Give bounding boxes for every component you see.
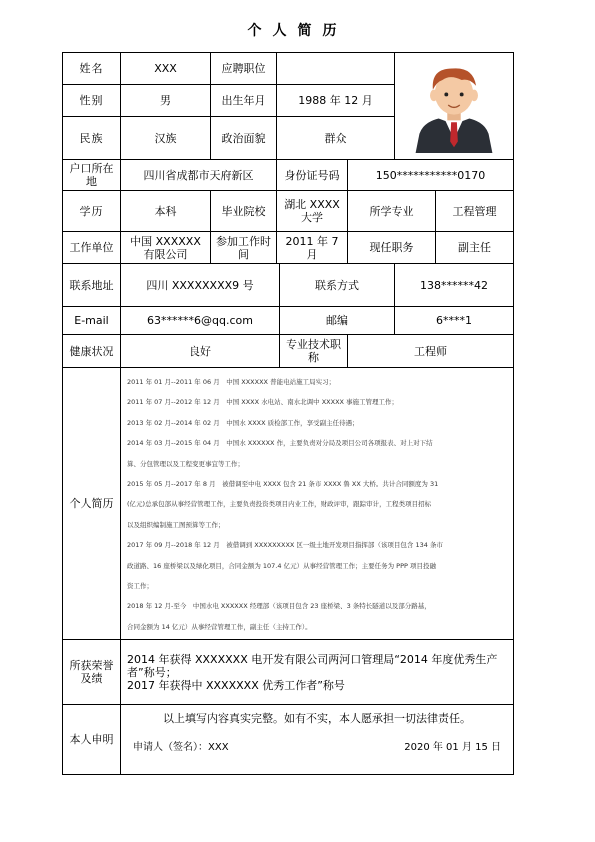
applicant-signature: 申请人（签名）：XXX <box>133 742 229 754</box>
experience-line: 资工作； <box>127 582 153 591</box>
email-label: E-mail <box>63 307 121 335</box>
work-start-label: 参加工作时间 <box>211 232 277 264</box>
photo-cell <box>395 53 514 160</box>
awards-label: 所获荣誉及绩 <box>63 640 121 705</box>
id-label: 身份证号码 <box>277 160 348 191</box>
awards-list <box>121 640 514 705</box>
health-value: 良好 <box>121 335 280 368</box>
ethnicity-value: 汉族 <box>121 117 211 160</box>
education-label: 学历 <box>63 191 121 232</box>
tech-title-label: 专业技术职称 <box>280 335 348 368</box>
gender-value: 男 <box>121 85 211 117</box>
position-value <box>277 53 395 85</box>
postcode-value: 6****1 <box>395 307 514 335</box>
award-item: 2017 年获得中 XXXXXXX 优秀工作者”称号 <box>127 678 345 692</box>
birth-label: 出生年月 <box>211 85 277 117</box>
name-label: 姓名 <box>63 53 121 85</box>
ethnicity-label: 民族 <box>63 117 121 160</box>
experience-line: 2017 年 09 月--2018 年 12 月 被借调到 XXXXXXXXX 区一级土地开发项目指挥部（该项目包含 134 条市 <box>127 541 443 550</box>
experience-line: 2011 年 01 月--2011 年 06 月 中国 XXXXXX 普能电站施工局实习； <box>127 378 336 386</box>
birth-value: 1988 年 12 月 <box>277 85 395 117</box>
experience-line: 以及组织编制施工图预算等工作； <box>127 520 225 529</box>
major-value: 工程管理 <box>436 191 514 232</box>
experience-line: (亿元)总承包部从事经营管理工作，主要负责投资类项目内业工作，财政评审，跟踪审计，工程类项目招标 <box>127 500 432 509</box>
work-start-value: 2011 年 7 月 <box>277 232 348 264</box>
experience-line: 2013 年 02 月--2014 年 02 月 中国水 XXXX 质检部工作，享受副主任待遇； <box>127 418 359 427</box>
declaration-text: 以上填写内容真实完整。如有不实，本人愿承担一切法律责任。 <box>163 712 472 726</box>
email-value: 63******6@qq.com <box>121 307 280 335</box>
experience-line: 政道路、16 座桥梁以及绿化项目，合同金额为 107.4 亿元）从事经营管理工作；主要任务为 PPP 项目投融 <box>127 561 436 570</box>
school-label: 毕业院校 <box>211 191 277 232</box>
employer-value: 中国 XXXXXX 有限公司 <box>121 232 211 264</box>
declaration-cell <box>121 705 514 775</box>
award-item: 2014 年获得 XXXXXXX 电开发有限公司两河口管理局“2014 年度优秀生产者”称号； <box>127 652 498 679</box>
name-value: XXX <box>121 53 211 85</box>
resume-table <box>62 52 514 775</box>
experience-line: 算、分包管理以及工程变更事宜等工作； <box>127 459 244 468</box>
experience-line: 2015 年 05 月--2017 年 8 月 被借调至中电 XXXX 包含 21 条市 XXXX 鲁 XX 大桥。共计合同额度为 31 <box>127 480 439 489</box>
address-value: 四川 XXXXXXXX9 号 <box>121 264 280 307</box>
declaration-date: 2020 年 01 月 15 日 <box>404 742 502 754</box>
avatar <box>406 57 502 153</box>
current-post-label: 现任职务 <box>348 232 436 264</box>
page-title: 个人简历 <box>247 23 348 39</box>
experience-label: 个人简历 <box>63 368 121 640</box>
contact-value: 138******42 <box>395 264 514 307</box>
postcode-label: 邮编 <box>280 307 395 335</box>
employer-label: 工作单位 <box>63 232 121 264</box>
tech-title-value: 工程师 <box>348 335 514 368</box>
education-value: 本科 <box>121 191 211 232</box>
experience-line: 2011 年 07 月--2012 年 12 月 中国 XXXX 水电站、南水北调中 XXXXX 事施工管理工作； <box>127 398 399 407</box>
experience-list <box>121 368 514 640</box>
experience-line: 合同金额为 14 亿元）从事经营管理工作，副主任（主持工作）。 <box>127 622 312 631</box>
school-value: 湖北 XXXX 大学 <box>277 191 348 232</box>
health-label: 健康状况 <box>63 335 121 368</box>
political-label: 政治面貌 <box>211 117 277 160</box>
experience-line: 2018 年 12 月-至今 中国水电 XXXXXX 经理部（该项目包含 23 座桥梁、3 条特长隧道以及部分路基， <box>127 602 431 611</box>
position-label: 应聘职位 <box>211 53 277 85</box>
hukou-label: 户口所在地 <box>63 160 121 191</box>
id-value: 150***********0170 <box>348 160 514 191</box>
current-post-value: 副主任 <box>436 232 514 264</box>
political-value: 群众 <box>277 117 395 160</box>
address-label: 联系地址 <box>63 264 121 307</box>
experience-line: 2014 年 03 月--2015 年 04 月 中国水 XXXXXX 作，主要负责对分局及项目公司各项报表、对上对下结 <box>127 439 433 448</box>
contact-label: 联系方式 <box>280 264 395 307</box>
gender-label: 性别 <box>63 85 121 117</box>
hukou-value: 四川省成都市天府新区 <box>121 160 277 191</box>
declaration-label: 本人申明 <box>63 705 121 775</box>
major-label: 所学专业 <box>348 191 436 232</box>
